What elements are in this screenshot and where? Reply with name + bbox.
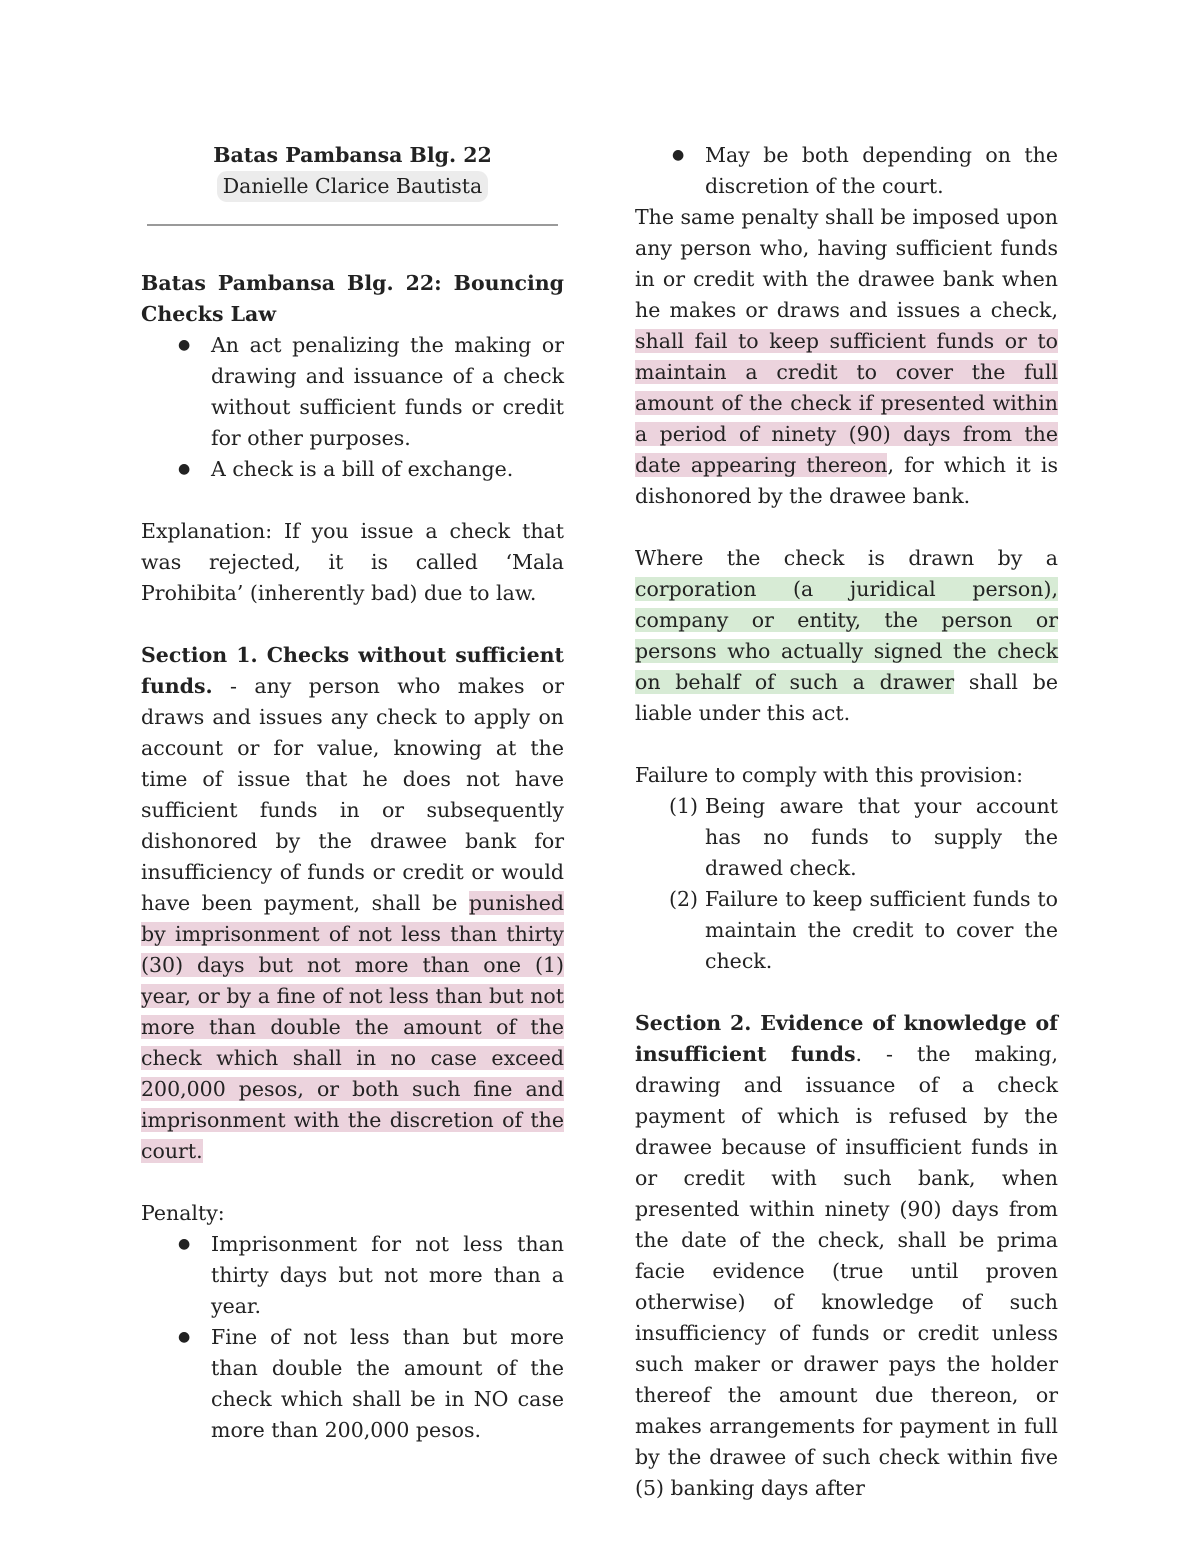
section2-body: . - the making, drawing and issuance of a check payment of which is refused by the drawee because of insufficient funds in or credit with such bank, when presented within ninety (90) days from the date of the check, shall be prima facie evidence (true until proven otherwise) of knowledge of such insufficiency of funds or credit unless such maker or drawer pays the holder thereof the amount due thereon, or makes arrangements for payment in full by the drawee of such check within five (5) banking days after	[635, 1042, 1058, 1500]
same-penalty-highlight: shall fail to keep sufficient funds or to maintain a credit to cover the full amount of the check if presented within a period of ninety (90) days from the date appearing thereon	[635, 329, 1058, 477]
section1-highlight: punished by imprisonment of not less than thirty (30) days but not more than one (1) year, or by a fine of not less than but not more than double the amount of the check which shall in no case exceed 200,000 pesos, or both such fine and imprisonment with the discretion of the court.	[141, 891, 564, 1163]
document-title: Batas Pambansa Blg. 22	[213, 143, 492, 167]
penalty-bullet-continued	[635, 140, 1058, 202]
section1-paragraph	[141, 640, 564, 1167]
list-item: ● A check is a bill of exchange.	[141, 454, 564, 485]
document-header	[141, 140, 564, 202]
paragraph-text: , for which it is dishonored by the drawee bank.	[635, 453, 1058, 508]
left-column	[141, 140, 564, 1446]
section2-title: Section 2. Evidence of knowledge of insufficient funds	[635, 1011, 1058, 1066]
failure-list	[635, 791, 1058, 977]
same-penalty-paragraph	[635, 202, 1058, 512]
author-chip[interactable]: Danielle Clarice Bautista	[217, 171, 489, 202]
section1-body: - any person who makes or draws and issues any check to apply on account or for value, knowing at the time of issue that he does not have sufficient funds in or subsequently dishonored by the drawee bank for insufficiency of funds or credit or would have been payment, shall be	[141, 674, 564, 915]
paragraph-text: The same penalty shall be imposed upon any person who, having sufficient funds in or credit with the drawee bank when he makes or draws and issues a check,	[635, 205, 1058, 322]
list-number: (2)	[669, 887, 699, 911]
list-text: Failure to keep sufficient funds to maintain the credit to cover the check.	[705, 887, 1058, 973]
paragraph-text: shall be liable under this act.	[635, 670, 1058, 725]
law-heading: Batas Pambansa Blg. 22: Bouncing Checks Law	[141, 271, 564, 326]
list-item: ● May be both depending on the discretion of the court.	[635, 140, 1058, 202]
list-number: (1)	[669, 794, 699, 818]
explanation-paragraph: Explanation: If you issue a check that was rejected, it is called ‘Mala Prohibita’ (inherently bad) due to law.	[141, 519, 564, 605]
corporation-paragraph	[635, 543, 1058, 729]
list-item	[635, 884, 1058, 977]
list-item: ● Fine of not less than but more than double the amount of the check which shall be in NO case more than 200,000 pesos.	[141, 1322, 564, 1446]
penalty-label: Penalty:	[141, 1201, 225, 1225]
list-item: ● Imprisonment for not less than thirty days but not more than a year.	[141, 1229, 564, 1322]
paragraph-text: Where the check is drawn by a	[635, 546, 1058, 570]
section1-title: Section 1. Checks without sufficient funds.	[141, 643, 564, 698]
penalty-bullet-list	[141, 1229, 564, 1446]
list-item: ● An act penalizing the making or drawing and issuance of a check without sufficient funds or credit for other purposes.	[141, 330, 564, 454]
list-item	[635, 791, 1058, 884]
list-text: Being aware that your account has no funds to supply the drawed check.	[705, 794, 1058, 880]
intro-bullet-list	[141, 330, 564, 485]
failure-label: Failure to comply with this provision:	[635, 763, 1023, 787]
corporation-highlight: corporation (a juridical person), company or entity, the person or persons who actually signed the check on behalf of such a drawer	[635, 577, 1058, 694]
right-column	[635, 140, 1058, 1504]
section2-paragraph	[635, 1008, 1058, 1504]
